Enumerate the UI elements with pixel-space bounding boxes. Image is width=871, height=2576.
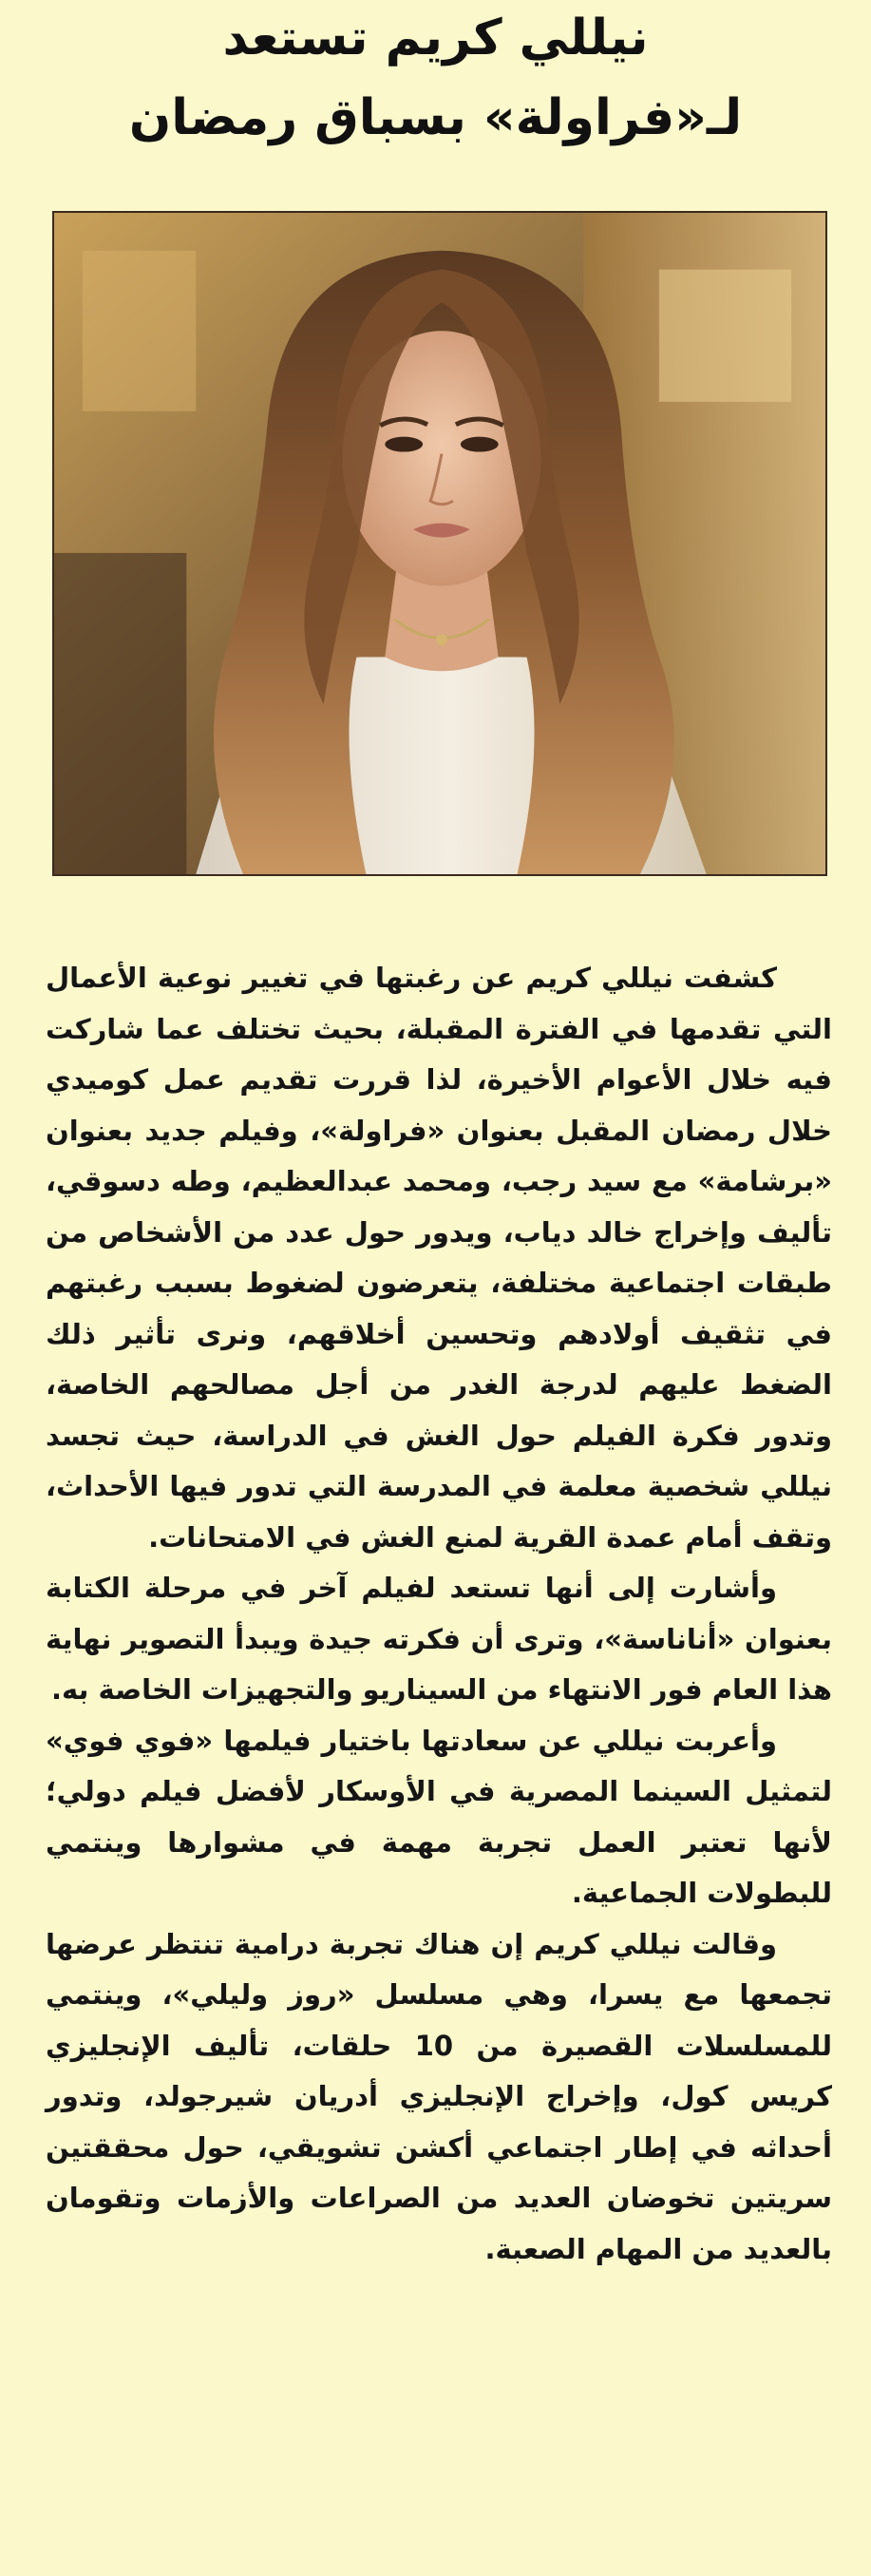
headline-line-2: لـ«فراولة» بسباق رمضان: [128, 89, 743, 146]
article-paragraph: وأعربت نيللي عن سعادتها باختيار فيلمها «فوي فوي» لتمثيل السينما المصرية في الأوسكار لأفضل فيلم دولي؛ لأنها تعتبر العمل تجربة مهمة في مشوارها وينتمي للبطولات الجماعية.: [46, 1724, 832, 1909]
article-paragraph: وقالت نيللي كريم إن هناك تجربة درامية تنتظر عرضها تجمعها مع يسرا، وهي مسلسل «روز وليلي»، وينتمي للمسلسلات القصيرة من 10 حلقات، تأليف الإنجليزي كريس كول، وإخراج الإنجليزي أدريان شيرجولد، وتدور أحداثه في إطار اجتماعي أكشن تشويقي، حول محققتين سريتين تخوضان العديد من الصراعات والأزمات وتقومان بالعديد من المهام الصعبة.: [46, 1927, 832, 2265]
portrait-photo: [54, 213, 825, 874]
article-body: [46, 953, 832, 2275]
article-paragraph: كشفت نيللي كريم عن رغبتها في تغيير نوعية الأعمال التي تقدمها في الفترة المقبلة، بحيث تختلف عما شاركت فيه خلال الأعوام الأخيرة، لذا قررت تقديم عمل كوميدي خلال رمضان المقبل بعنوان «فراولة»، وفيلم جديد بعنوان «برشامة» مع سيد رجب، ومحمد عبدالعظيم، وطه دسوقي، تأليف وإخراج خالد دياب، ويدور حول عدد من الأشخاص من طبقات اجتماعية مختلفة، يتعرضون لضغوط بسبب رغبتهم في تثقيف أولادهم وتحسين أخلاقهم، ونرى تأثير ذلك الضغط عليهم لدرجة الغدر من أجل مصالحهم الخاصة، وتدور فكرة الفيلم حول الغش في الدراسة، حيث تجسد نيللي شخصية معلمة في المدرسة التي تدور فيها الأحداث، وتقف أمام عمدة القرية لمنع الغش في الامتحانات.: [46, 962, 832, 1554]
headline-line-1: نيللي كريم تستعد: [222, 10, 649, 67]
article-photo: [52, 211, 827, 876]
article-paragraph: وأشارت إلى أنها تستعد لفيلم آخر في مرحلة الكتابة بعنوان «أناناسة»، وترى أن فكرته جيدة ويبدأ التصوير نهاية هذا العام فور الانتهاء من السيناريو والتجهيزات الخاصة به.: [46, 1572, 832, 1706]
article-headline: [0, 0, 871, 181]
